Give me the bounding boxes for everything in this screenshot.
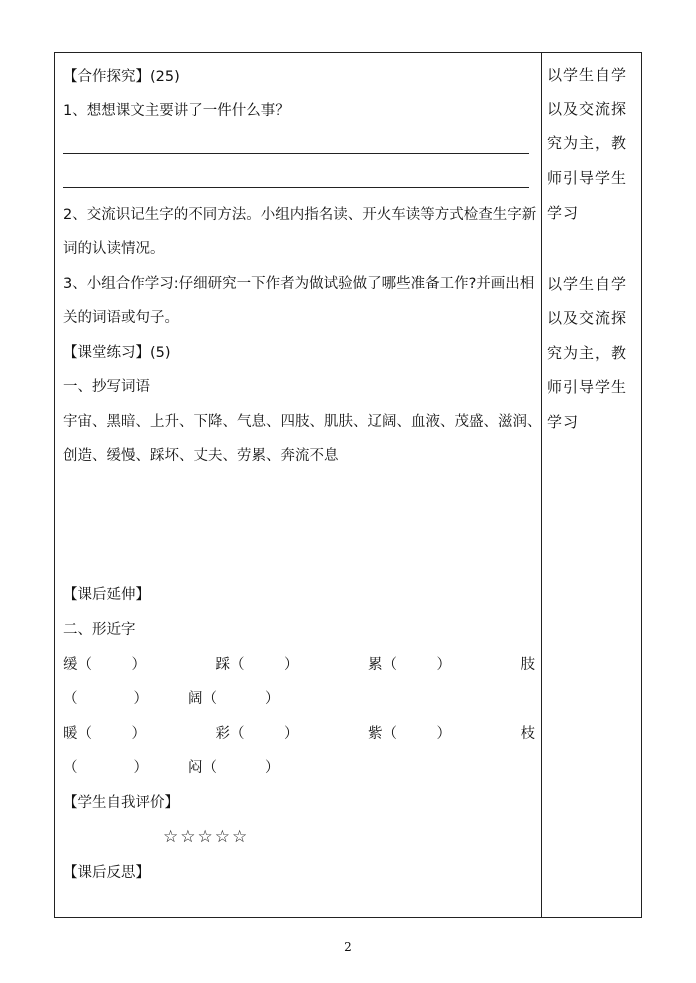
note-line: 学习 [547,413,580,431]
teaching-notes-column [547,53,637,917]
rating-stars[interactable]: ☆☆☆☆☆ [163,827,250,847]
char-cell: ） [133,691,148,707]
char-cell: 紫（ [368,726,397,742]
char-cell: ） [436,657,451,673]
note-line: 以及交流探 [547,100,628,118]
char-cell: 肢 [520,657,535,673]
column-divider [541,53,542,917]
question-2-line-1: 2、交流识记生字的不同方法。小组内指名读、开火车读等方式检查生字新 [63,207,537,223]
note-line: 学习 [547,204,580,222]
question-2-line-2: 词的认读情况。 [63,241,165,257]
self-evaluation-heading: 【学生自我评价】 [63,795,179,811]
question-3-line-2: 关的词语或句子。 [63,310,179,326]
lesson-table [54,52,642,918]
note-line: 究为主，教 [547,344,628,362]
note-line: 以学生自学 [547,275,628,293]
similar-chars-row-2 [63,689,280,709]
char-cell: ） [265,760,280,776]
note-line: 师引导学生 [547,378,628,396]
copy-words-title: 一、抄写词语 [63,379,150,395]
page-number: 2 [344,940,352,954]
char-cell: （ [63,691,78,707]
after-class-extension-heading: 【课后延伸】 [63,587,150,603]
after-class-reflection-heading: 【课后反思】 [63,865,150,881]
question-3-line-1: 3、小组合作学习:仔细研究一下作者为做试验做了哪些准备工作?并画出相 [63,276,535,292]
char-cell: 累（ [368,657,397,673]
words-line-2: 创造、缓慢、踩坏、丈夫、劳累、奔流不息 [63,448,339,464]
char-cell: ） [265,691,280,707]
cooperative-inquiry-heading: 【合作探究】(25) [63,69,180,85]
note-line: 以及交流探 [547,309,628,327]
char-cell: ） [284,657,299,673]
classroom-practice-heading: 【课堂练习】(5) [63,345,171,361]
char-cell: 阔（ [188,691,217,707]
char-cell: 闷（ [188,760,217,776]
similar-characters-title: 二、形近字 [63,622,136,638]
char-cell: ） [436,726,451,742]
note-line: 师引导学生 [547,169,628,187]
answer-line-2[interactable] [63,187,529,188]
char-cell: （ [63,760,78,776]
words-line-1: 宇宙、黑暗、上升、下降、气息、四肢、肌肤、辽阔、血液、茂盛、滋润、 [63,414,542,430]
similar-chars-row-4 [63,758,280,778]
note-line: 究为主，教 [547,134,628,152]
char-cell: 彩（ [215,726,245,742]
question-1: 1、想想课文主要讲了一件什么事？ [63,103,290,119]
char-cell: ） [131,726,146,742]
char-cell: ） [133,760,148,776]
answer-line-1[interactable] [63,153,529,154]
char-cell: 枝 [520,726,535,742]
char-cell: 暖（ [63,726,92,742]
char-cell: 缓（ [63,657,92,673]
char-cell: 踩（ [215,657,245,673]
similar-chars-row-1 [63,655,535,675]
main-column [63,53,542,917]
char-cell: ） [284,726,299,742]
similar-chars-row-3 [63,724,535,744]
note-line: 以学生自学 [547,66,628,84]
char-cell: ） [131,657,146,673]
